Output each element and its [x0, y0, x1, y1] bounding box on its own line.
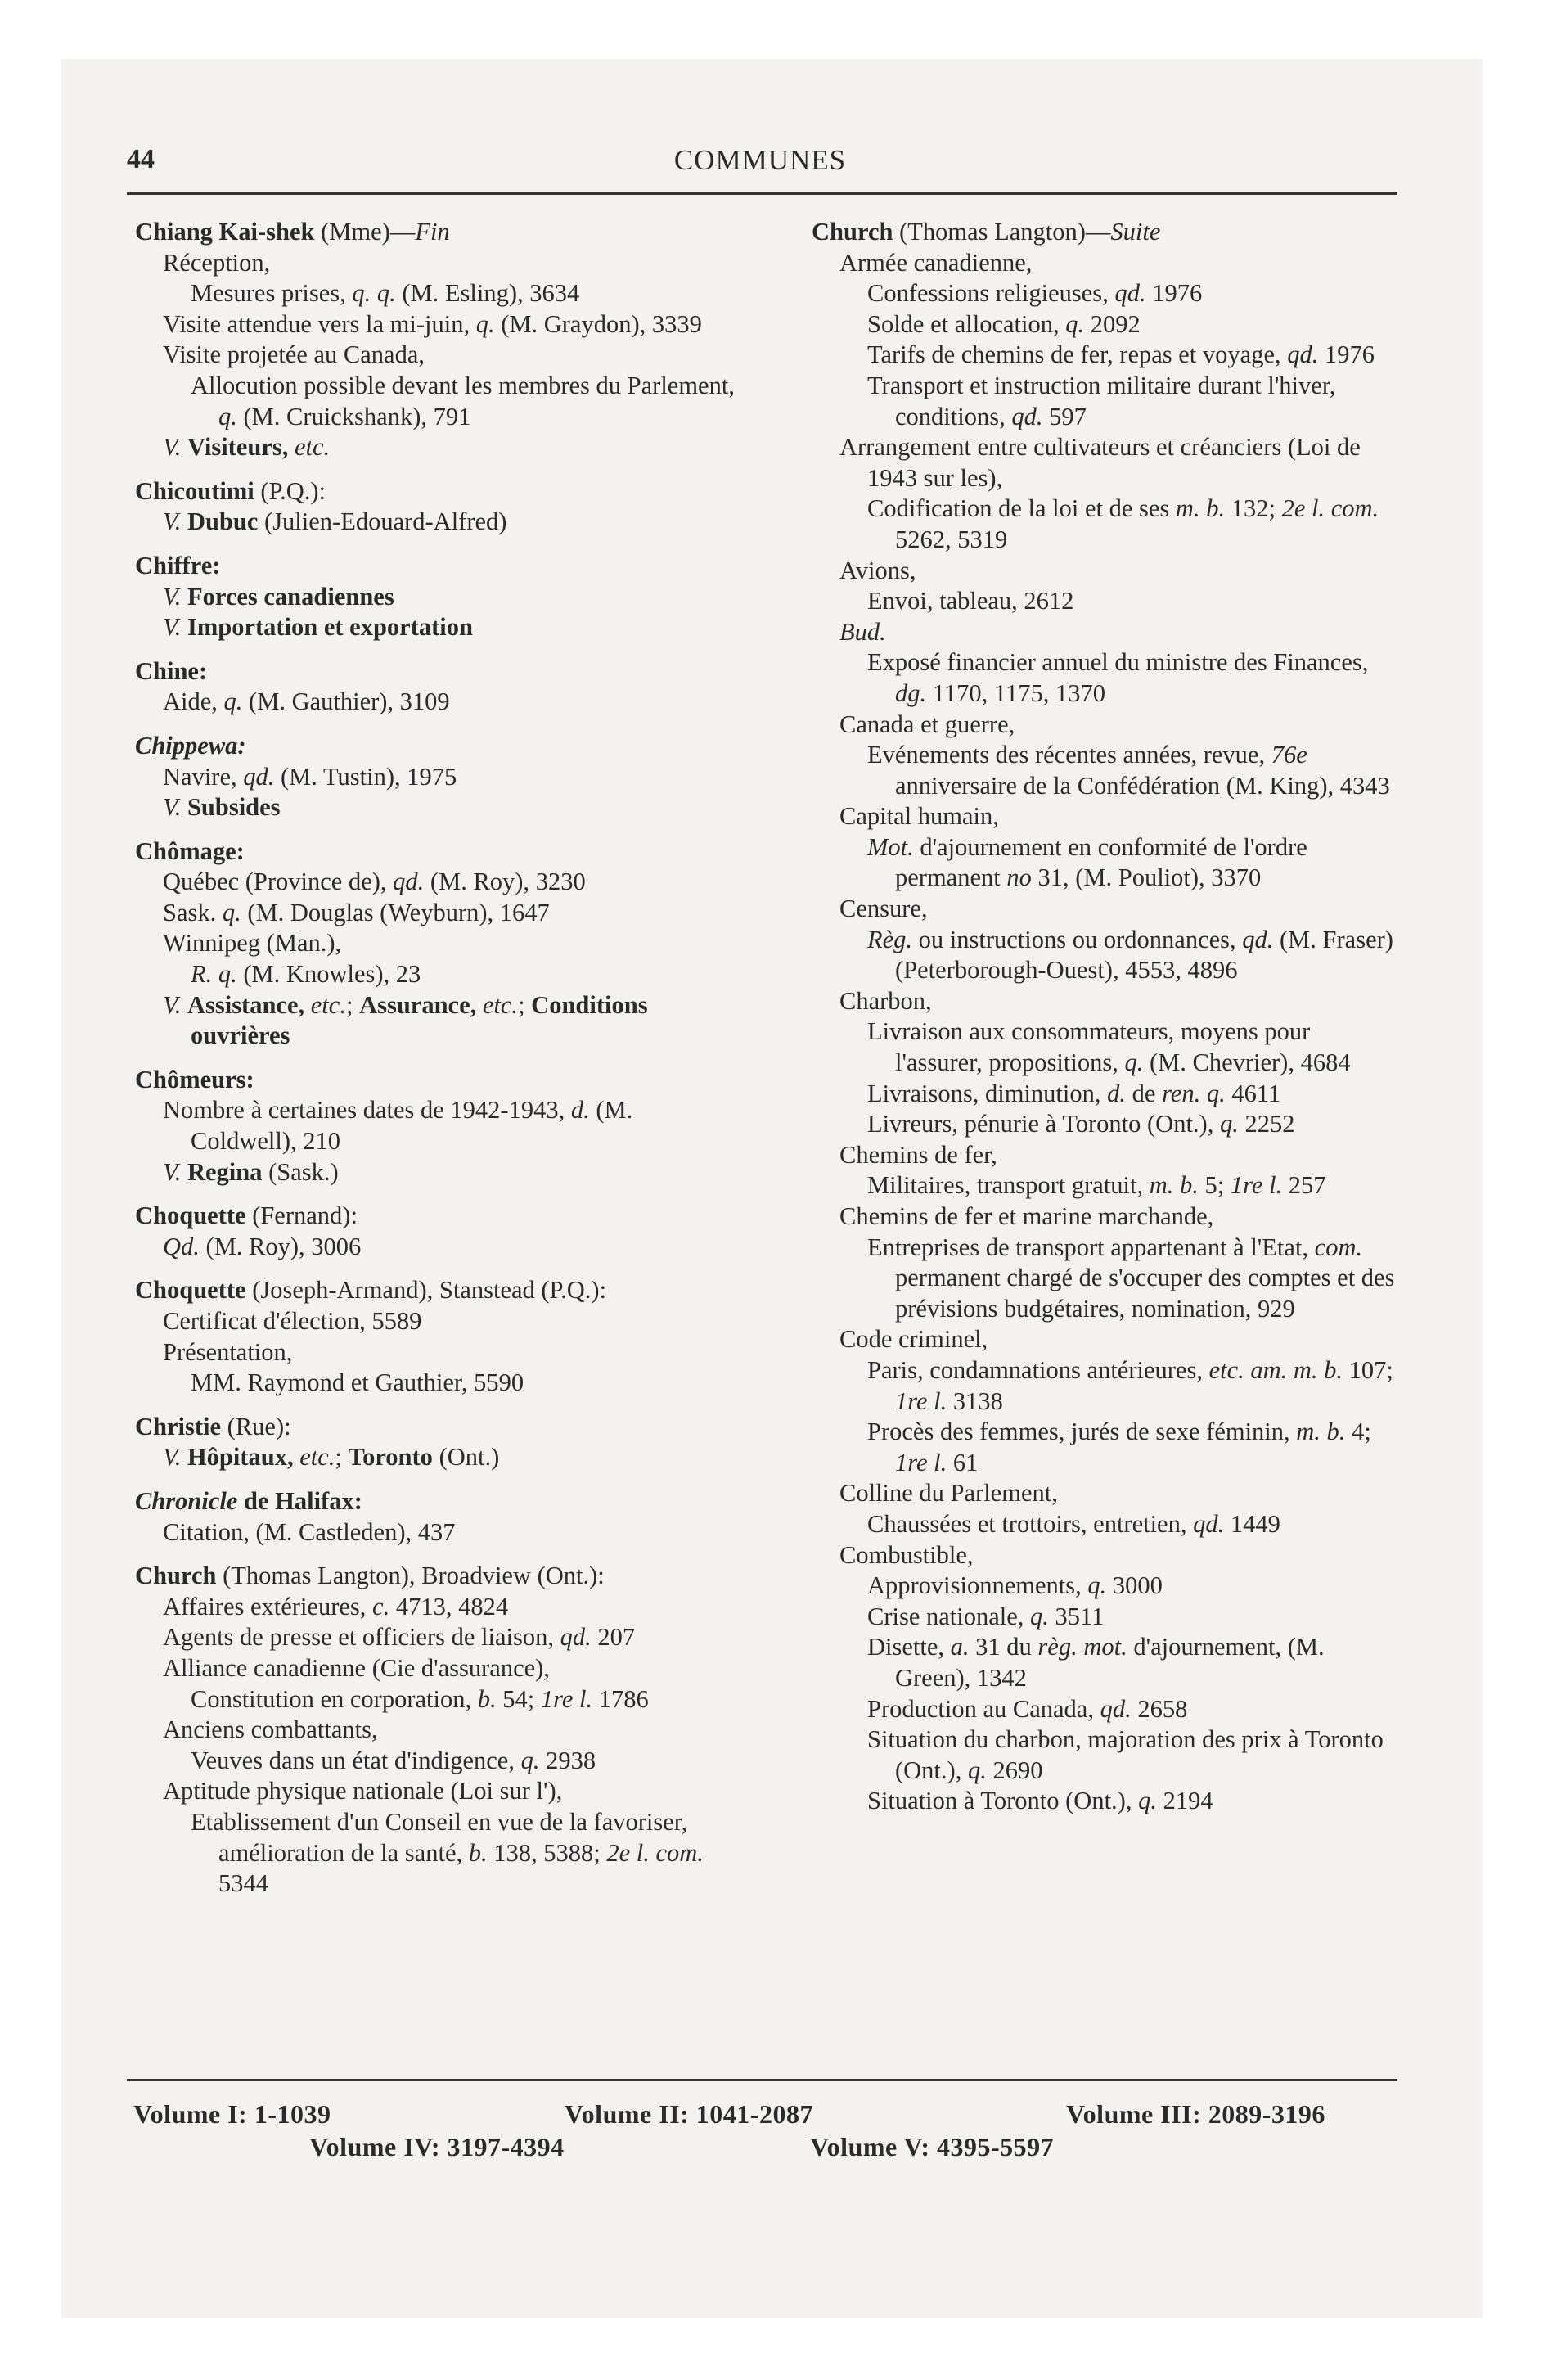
index-entry: Codification de la loi et de ses m. b. 132; 2e l. com. 5262, 5319	[867, 494, 1379, 553]
index-entry: Visite attendue vers la mi-juin, q. (M. Graydon), 3339	[163, 309, 702, 338]
footer-volume-2: Volume II: 1041-2087	[565, 2099, 813, 2129]
index-entry: Militaires, transport gratuit, m. b. 5; 1re l. 257	[867, 1171, 1326, 1200]
page-title: COMMUNES	[673, 144, 847, 176]
index-entry: Navire, qd. (M. Tustin), 1975	[163, 762, 457, 791]
index-heading: Chômeurs:	[135, 1065, 254, 1093]
footer-volume-1: Volume I: 1-1039	[133, 2099, 331, 2129]
index-entry: V. Visiteurs, etc.	[163, 433, 331, 462]
index-entry: Paris, condamnations antérieures, etc. am. m. b. 107; 1re l. 3138	[867, 1355, 1393, 1415]
index-heading: Chine:	[135, 656, 208, 685]
index-heading: Choquette (Fernand):	[135, 1201, 358, 1230]
index-entry: R. q. (M. Knowles), 23	[191, 960, 421, 989]
footer-volume-4: Volume IV: 3197-4394	[309, 2132, 565, 2161]
index-heading: Chippewa:	[135, 731, 246, 760]
page-number: 44	[127, 144, 155, 174]
index-entry: Nombre à certaines dates de 1942-1943, d. (M. Coldwell), 210	[163, 1096, 633, 1156]
index-entry: Règ. ou instructions ou ordonnances, qd. (M. Fraser) (Peterborough-Ouest), 4553, 4896	[867, 925, 1393, 985]
index-entry: Envoi, tableau, 2612	[867, 587, 1074, 615]
index-entry: Livreurs, pénurie à Toronto (Ont.), q. 2252	[867, 1110, 1295, 1138]
index-heading: Choquette (Joseph-Armand), Stanstead (P.Q.):	[135, 1276, 607, 1305]
index-entry: Etablissement d'un Conseil en vue de la favoriser, amélioration de la santé, b. 138, 5388; 2e l. com. 5344	[191, 1807, 704, 1898]
index-entry: Production au Canada, qd. 2658	[867, 1694, 1188, 1723]
index-column-left	[135, 217, 745, 1900]
index-entry: Winnipeg (Man.),	[163, 929, 342, 958]
index-entry: Livraisons, diminution, d. de ren. q. 4611	[867, 1079, 1281, 1107]
index-entry: Qd. (M. Roy), 3006	[163, 1232, 362, 1260]
index-entry: Citation, (M. Castleden), 437	[163, 1517, 456, 1546]
index-entry: V. Importation et exportation	[163, 613, 473, 642]
index-entry: Disette, a. 31 du règ. mot. d'ajournement, (M. Green), 1342	[867, 1633, 1325, 1692]
index-entry: V. Forces canadiennes	[163, 582, 394, 611]
index-entry: Allocution possible devant les membres du Parlement, q. (M. Cruickshank), 791	[191, 371, 735, 430]
index-entry: Présentation,	[163, 1337, 293, 1366]
index-entry: Solde et allocation, q. 2092	[867, 309, 1141, 338]
index-entry: Chaussées et trottoirs, entretien, qd. 1449	[867, 1509, 1280, 1538]
index-entry: Agents de presse et officiers de liaison, qd. 207	[163, 1623, 636, 1652]
index-entry: Chemins de fer,	[839, 1140, 997, 1169]
index-entry: MM. Raymond et Gauthier, 5590	[191, 1368, 524, 1397]
index-entry: Code criminel,	[839, 1325, 988, 1354]
index-entry: Visite projetée au Canada,	[163, 340, 425, 369]
index-entry: Chemins de fer et marine marchande,	[839, 1202, 1214, 1230]
index-entry: Capital humain,	[839, 802, 999, 831]
index-entry: Evénements des récentes années, revue, 76e anniversaire de la Confédération (M. King), 4343	[867, 741, 1390, 800]
header-rule	[127, 192, 1397, 195]
index-entry: Constitution en corporation, b. 54; 1re l. 1786	[191, 1684, 649, 1713]
index-heading: Chiffre:	[135, 551, 221, 579]
index-entry: Combustible,	[839, 1540, 974, 1569]
index-entry: Censure,	[839, 895, 928, 923]
footer-volume-3: Volume III: 2089-3196	[1066, 2099, 1325, 2129]
index-entry: Mesures prises, q. q. (M. Esling), 3634	[191, 279, 580, 308]
index-entry: Charbon,	[839, 986, 932, 1015]
page-header	[127, 144, 1393, 185]
index-entry: Armée canadienne,	[839, 248, 1033, 277]
index-entry: V. Assistance, etc.; Assurance, etc.; Conditions ouvrières	[163, 990, 648, 1050]
index-entry: V. Hôpitaux, etc.; Toronto (Ont.)	[163, 1443, 500, 1472]
index-entry: Québec (Province de), qd. (M. Roy), 3230	[163, 868, 586, 896]
index-entry: V. Dubuc (Julien-Edouard-Alfred)	[163, 507, 507, 536]
index-entry: Alliance canadienne (Cie d'assurance),	[163, 1653, 550, 1682]
index-heading: Chômage:	[135, 836, 245, 865]
index-entry: Exposé financier annuel du ministre des Finances, dg. 1170, 1175, 1370	[867, 648, 1369, 707]
index-entry: Entreprises de transport appartenant à l'Etat, com. permanent chargé de s'occuper des comptes et des prévisions budgétaires, nomination, 929	[867, 1233, 1395, 1323]
index-heading: Chiang Kai-shek (Mme)—Fin	[135, 218, 450, 246]
index-heading: Church (Thomas Langton)—Suite	[812, 218, 1161, 246]
index-entry: Réception,	[163, 248, 271, 277]
index-entry: Certificat d'élection, 5589	[163, 1307, 422, 1335]
footer-volume-5: Volume V: 4395-5597	[810, 2132, 1055, 2161]
index-entry: Confessions religieuses, qd. 1976	[867, 279, 1203, 308]
index-entry: Bud.	[839, 617, 886, 646]
index-entry: Canada et guerre,	[839, 710, 1015, 738]
index-entry: Anciens combattants,	[163, 1715, 378, 1744]
index-entry: Avions,	[839, 556, 916, 584]
index-entry: Approvisionnements, q. 3000	[867, 1571, 1163, 1600]
index-heading: Church (Thomas Langton), Broadview (Ont.):	[135, 1562, 605, 1590]
index-entry: V. Regina (Sask.)	[163, 1157, 339, 1186]
index-entry: Colline du Parlement,	[839, 1479, 1058, 1508]
index-heading: Chronicle de Halifax:	[135, 1486, 362, 1515]
index-entry: V. Subsides	[163, 793, 281, 822]
index-entry: Affaires extérieures, c. 4713, 4824	[163, 1592, 509, 1620]
index-entry: Sask. q. (M. Douglas (Weyburn), 1647	[163, 898, 550, 926]
index-entry: Arrangement entre cultivateurs et créanciers (Loi de 1943 sur les),	[839, 433, 1361, 492]
index-entry: Aptitude physique nationale (Loi sur l'),	[163, 1777, 563, 1805]
index-entry: Tarifs de chemins de fer, repas et voyage, qd. 1976	[867, 340, 1375, 369]
index-heading: Christie (Rue):	[135, 1412, 291, 1440]
index-column-right	[812, 217, 1401, 1817]
index-entry: Transport et instruction militaire durant l'hiver, conditions, qd. 597	[867, 371, 1336, 430]
index-heading: Chicoutimi (P.Q.):	[135, 476, 326, 505]
index-entry: Livraison aux consommateurs, moyens pour l'assurer, propositions, q. (M. Chevrier), 4684	[867, 1017, 1351, 1077]
index-entry: Mot. d'ajournement en conformité de l'ordre permanent no 31, (M. Pouliot), 3370	[867, 832, 1307, 892]
index-entry: Crise nationale, q. 3511	[867, 1602, 1105, 1630]
index-entry: Veuves dans un état d'indigence, q. 2938	[191, 1746, 596, 1774]
index-entry: Aide, q. (M. Gauthier), 3109	[163, 687, 450, 716]
index-entry: Situation du charbon, majoration des prix à Toronto (Ont.), q. 2690	[867, 1725, 1384, 1784]
index-entry: Procès des femmes, jurés de sexe féminin, m. b. 4; 1re l. 61	[867, 1418, 1371, 1476]
footer-rule	[127, 2079, 1397, 2081]
index-entry: Situation à Toronto (Ont.), q. 2194	[867, 1787, 1213, 1815]
